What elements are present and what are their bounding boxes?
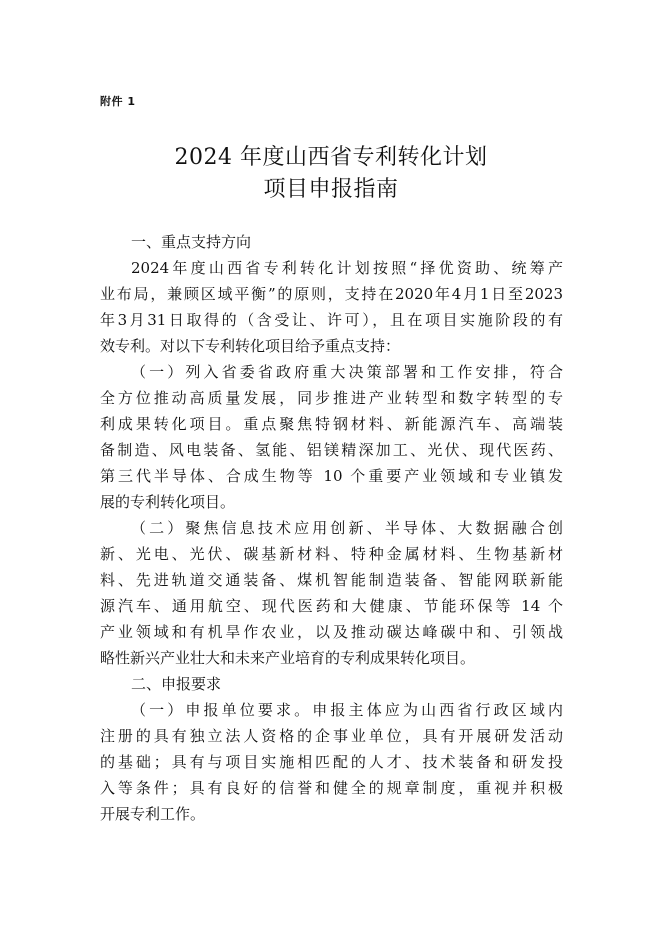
body-line: 源汽车、通用航空、现代医药和大健康、节能环保等 14 个 [100, 597, 563, 615]
body-line: （一）列入省委省政府重大决策部署和工作安排，符合 [131, 363, 563, 381]
body-line: 略性新兴产业壮大和未来产业培育的专利成果转化项目。 [100, 649, 476, 667]
body-line: 一、重点支持方向 [131, 233, 252, 251]
body-line: 备制造、风电装备、氢能、铝镁精深加工、光伏、现代医药、 [100, 441, 563, 459]
body-line: 效专利。对以下专利转化项目给予重点支持： [100, 337, 401, 355]
document-title-line-1: 2024 年度山西省专利转化计划 [174, 145, 488, 170]
body-line: 业布局，兼顾区域平衡”的原则，支持在2020年4月1日至2023 [100, 285, 563, 303]
attachment-label: 附件 1 [100, 95, 136, 108]
body-line: （二）聚焦信息技术应用创新、半导体、大数据融合创 [131, 519, 563, 537]
body-line: 第三代半导体、合成生物等 10 个重要产业领域和专业镇发 [100, 467, 563, 485]
body-line: 二、申报要求 [131, 675, 222, 693]
body-line: 注册的具有独立法人资格的企事业单位，具有开展研发活动 [100, 727, 563, 745]
body-line: 2024年度山西省专利转化计划按照“择优资助、统筹产 [131, 259, 563, 277]
body-line: 的基础；具有与项目实施相匹配的人才、技术装备和研发投 [100, 753, 563, 771]
body-line: 新、光电、光伏、碳基新材料、特种金属材料、生物基新材 [100, 545, 563, 563]
body-line: 展的专利转化项目。 [100, 493, 236, 511]
body-line: 料、先进轨道交通装备、煤机智能制造装备、智能网联新能 [100, 571, 563, 589]
body-line: 年3月31日取得的（含受让、许可），且在项目实施阶段的有 [100, 311, 563, 329]
body-line: 利成果转化项目。重点聚焦特钢材料、新能源汽车、高端装 [100, 415, 563, 433]
body-line: 入等条件；具有良好的信誉和健全的规章制度，重视并积极 [100, 779, 563, 797]
document-body [100, 229, 563, 827]
body-line: （一）申报单位要求。申报主体应为山西省行政区域内 [131, 701, 563, 719]
body-line: 开展专利工作。 [100, 805, 206, 823]
document-title-line-2: 项目申报指南 [263, 177, 399, 202]
body-line: 全方位推动高质量发展，同步推进产业转型和数字转型的专 [100, 389, 563, 407]
body-line: 产业领域和有机旱作农业，以及推动碳达峰碳中和、引领战 [100, 623, 563, 641]
